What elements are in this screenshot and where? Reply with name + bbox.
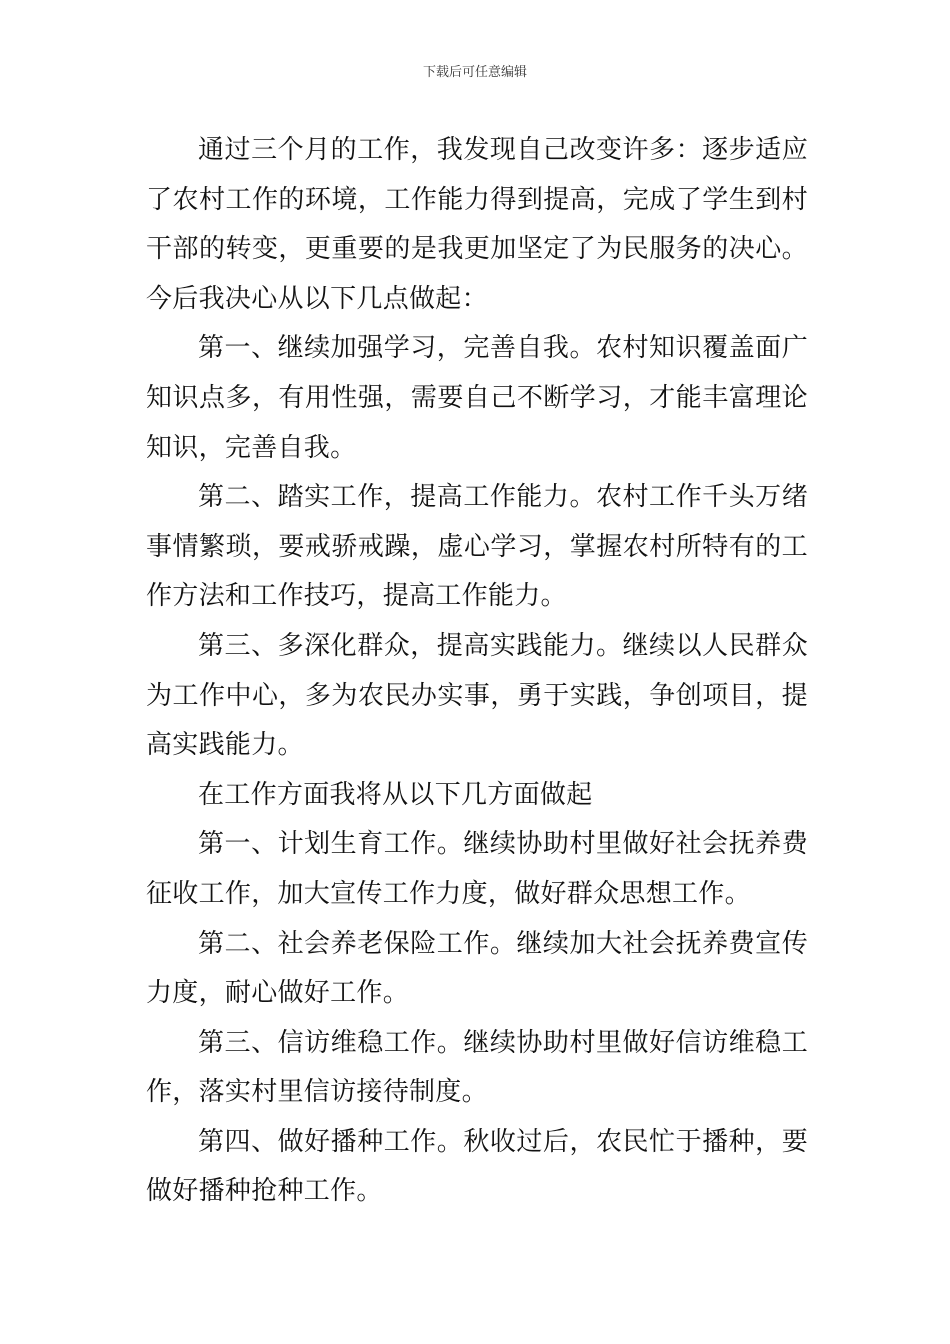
paragraph-petition-stability: 第三、信访维稳工作。继续协助村里做好信访维稳工作，落实村里信访接待制度。 [146, 1027, 808, 1108]
paragraph-sowing: 第四、做好播种工作。秋收过后，农民忙于播种，要做好播种抢种工作。 [146, 1126, 808, 1207]
paragraph-work: 第二、踏实工作，提高工作能力。农村工作千头万绪事情繁琐，要戒骄戒躁，虚心学习，掌握农村所特有的工作方法和工作技巧，提高工作能力。 [146, 482, 808, 612]
paragraph-practice: 第三、多深化群众，提高实践能力。继续以人民群众为工作中心，多为农民办实事，勇于实践，争创项目，提高实践能力。 [146, 630, 808, 761]
paragraph-family-planning: 第一、计划生育工作。继续协助村里做好社会抚养费征收工作，加大宣传工作力度，做好群众思想工作。 [146, 829, 808, 909]
page-header-note: 下载后可任意编辑 [422, 65, 527, 80]
paragraph-summary: 通过三个月的工作，我发现自己改变许多：逐步适应了农村工作的环境，工作能力得到提高，完成了学生到村干部的转变，更重要的是我更加坚定了为民服务的决心。今后我决心从以下几点做起： [146, 135, 808, 314]
document-body [146, 126, 808, 1217]
paragraph-work-plan-intro: 在工作方面我将从以下几方面做起 [198, 779, 593, 810]
paragraph-study: 第一、继续加强学习，完善自我。农村知识覆盖面广知识点多，有用性强，需要自己不断学习，才能丰富理论知识，完善自我。 [146, 333, 808, 463]
paragraph-pension-insurance: 第二、社会养老保险工作。继续加大社会抚养费宣传力度，耐心做好工作。 [146, 928, 808, 1009]
